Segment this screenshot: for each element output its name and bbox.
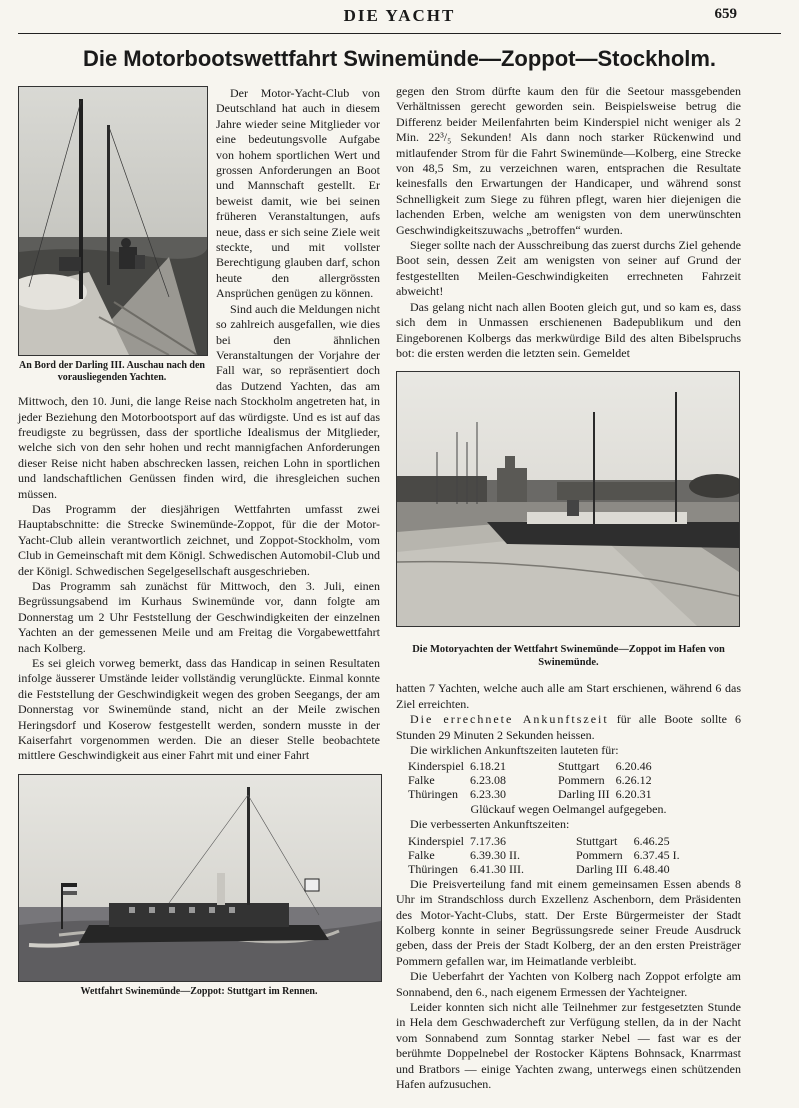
photo-darling-deck (18, 86, 208, 356)
results-note: Glückauf wegen Oelmangel aufgegeben. (470, 802, 667, 817)
arrival-time: 6.26.12 (615, 773, 652, 788)
yacht-name: Thüringen (408, 861, 458, 876)
yacht-name: Stuttgart (576, 833, 618, 848)
table-row (408, 759, 658, 773)
yacht-name: Kinderspiel (408, 833, 464, 848)
figure-harbour (396, 371, 741, 669)
table-row (408, 862, 686, 876)
yacht-name: Stuttgart (558, 759, 600, 774)
arrival-time: 6.18.21 (470, 759, 506, 774)
article-title: Die Motorbootswettfahrt Swinemünde—Zoppot—Stockholm. (82, 46, 717, 71)
paragraph: Das Programm sah zunächst für Mittwoch, den 3. Juli, einen Begrüssungsabend im Kurhaus Swinemünde vor, dann folgte am Donnerstag um 2 Uhr Feststellung der Geschwindigkeiten der einzelnen Yachten an der gemessenen Meile und am Freitag die Vorgabewettfahrt nach Kolberg. (18, 579, 380, 655)
paragraph: Leider konnten sich nicht alle Teilnehmer zur festgesetzten Stunde in Hela dem Geschwadercheft zur Verfügung stellen, da in der Nacht vom Sonnabend zum Sonntag starker Nebel — fast war es der berühmte Doppelnebel der Rostocker Käptens Bohnsack, Knarrmast und Bratbors — einige Yachten zwang, unterwegs einen schützenden Hafen aufzusuchen. (396, 1000, 741, 1092)
yacht-name: Pommern (558, 773, 605, 788)
table-row (408, 773, 658, 787)
paragraph: gegen den Strom dürfte kaum den für die Seetour massgebenden Verhältnissen gerecht geworden sein. Beispielsweise betrug die Differenz beider Meilenfahrten beim Kinderspiel nicht weniger als 2 Min. 22³/₅ Sekunden! Als dann noch starker Rückenwind und mitlaufender Strom für die Fahrt Swinemünde—Kolberg, eine Strecke von 48,5 Sm, zu verzeichnen waren, entsprachen die Resultate keinesfalls den Erwartungen der Handicaper, und während sonst Schnelligkeit zum Siege zu führen pflegt, waren hier diejenigen die lachenden Erben, welche am wenigsten von dem unerwünschten Geschwindigkeitszuwachs „betroffen“ wurden. (396, 84, 741, 237)
corrected-times-table (408, 834, 686, 876)
photo-stuttgart-racing (18, 774, 382, 982)
paragraph: Sind auch die Meldungen nicht so zahlreich ausgefallen, wie dies bei den ähnlichen Veranstaltungen der Vorjahre der Fall war, so repräsentiert doch das Dutzend Yachten, das am Mittwoch, den 10. Juni, die lange Reise nach Stockholm angetreten hat, in jeder Beziehung den Motorbootsport auf das würdigste. Und es ist auf das freudigste zu begrüssen, dass der sportliche Idealismus der Mitglieder, welche sich von den sehr hohen und recht mannigfachen Anforderungen dieser Reise nicht haben abschrecken lassen, reichen Lohn in sportlichen und landschaftlichen Genüssen finden wird, die ihresgleichen suchen müssen. (18, 301, 380, 501)
figure-darling (18, 86, 206, 384)
paragraph: Der Motor-Yacht-Club von Deutschland hat auch in diesem Jahre wieder seine Mitglieder vor eine bedeutungsvolle Aufgabe von hohem sportlichen Wert und grossen Anforderungen an Boot und Mannschaft gestellt. Er beweist damit, wie bei seinen früheren Veranstaltungen, aufs neue, dass er sich seine Ziele weit steckte, und mit vollster Berechtigung glauben darf, schon heute den allergrössten Ansprüchen genügen zu können. (216, 86, 380, 301)
header-rule (18, 33, 781, 34)
photo-swinemuende-harbour (396, 371, 740, 627)
paragraph: hatten 7 Yachten, welche auch alle am Start erschienen, während 6 das Ziel erreichten. (396, 681, 741, 711)
spaced-emphasis: Die errechnete Ankunftszeit (410, 712, 609, 727)
corrected-times-intro: Die verbesserten Ankunftszeiten: (410, 817, 570, 832)
paragraph: Die Preisverteilung fand mit einem gemeinsamen Essen abends 8 Uhr im Strandschloss durch Exzellenz Aschenborn, dem Präsidenten des Motor-Yacht-Clubs, statt. Der Erste Bürgermeister der Stadt Kolberg konnte in seiner Begrüssungsrede seiner Freude Ausdruck geben, dass der Preis der Stadt Kolberg, der an den ersten Preisträger Pommern gefallen war, im Heimatlande verbleibt. (396, 876, 741, 968)
right-column (396, 84, 741, 1092)
yacht-name: Falke (408, 773, 435, 788)
table-row (408, 848, 686, 862)
paragraph: Das gelang nicht nach allen Booten gleich gut, und so kam es, dass sich dem in Unmassen erschienenen Badepublikum und den Eingeborenen Kolbergs das merkwürdige Bild des alten Bibelspruchs bot: die ersten werden die letzten sein. Gemeldet (396, 299, 741, 360)
left-column (18, 86, 380, 998)
paragraph: Sieger sollte nach der Ausschreibung das zuerst durchs Ziel gehende Boot sein, dessen Zeit am wenigsten von seiner auf Grund der festgestellten Meilen-Geschwindigkeiten errechneten Fahrzeit abweicht! (396, 238, 741, 299)
yacht-name: Darling III (558, 787, 610, 802)
yacht-name: Pommern (576, 847, 623, 862)
yacht-name: Falke (408, 847, 435, 862)
yacht-name: Thüringen (408, 787, 458, 802)
corrected-time: 6.46.25 (633, 833, 670, 848)
corrected-time: 7.17.36 (470, 833, 506, 848)
paragraph: Die Ueberfahrt der Yachten von Kolberg nach Zoppot erfolgte am Sonnabend, den 6., nach eigenem Ermessen der Yachteigner. (396, 969, 741, 999)
actual-times-intro: Die wirklichen Ankunftszeiten lauteten für: (410, 742, 619, 757)
corrected-time: 6.41.30 III. (470, 861, 524, 876)
table-row (408, 787, 658, 801)
page-header (0, 4, 799, 30)
arrival-time: 6.23.08 (470, 773, 506, 788)
running-title: DIE YACHT (343, 6, 456, 25)
yacht-name: Darling III (576, 861, 628, 876)
table-row (408, 834, 686, 848)
corrected-time: 6.48.40 (633, 861, 670, 876)
page-number: 659 (714, 6, 737, 22)
caption-darling: An Bord der Darling III. Auschau nach den vorausliegenden Yachten. (19, 360, 205, 383)
caption-stuttgart: Wettfahrt Swinemünde—Zoppot: Stuttgart im Rennen. (80, 985, 318, 997)
paragraph-calculated-arrival (396, 712, 741, 743)
corrected-time: 6.37.45 I. (633, 847, 680, 862)
paragraph: Es sei gleich vorweg bemerkt, dass das Handicap in seinen Resultaten infolge äusserer Umstände leider vollständig verunglückte. Einmal konnte die Feststellung der Geschwindigkeit wegen des groben Seegangs, der am Donnerstag vor Swinemünde stand, nicht an der Meile zwischen Heringsdorf und Koserow festgestellt werden, sondern musste in der Kaiserfahrt vorgenommen werden. Die an dieser Stelle beobachtete mittlere Geschwindigkeit aus einer Fahrt mit und einer Fahrt (18, 656, 380, 763)
caption-harbour: Die Motoryachten der Wettfahrt Swinemünde—Zoppot im Hafen von Swinemünde. (412, 644, 725, 669)
arrival-time: 6.20.46 (615, 759, 652, 774)
yacht-name: Kinderspiel (408, 759, 464, 774)
text-span: für alle Boote sollte 6 Stunden 29 Minuten 2 Sekunden heissen. (396, 712, 741, 742)
actual-times-table (408, 759, 658, 801)
figure-stuttgart (18, 774, 380, 998)
arrival-time: 6.20.31 (615, 787, 652, 802)
paragraph: Das Programm der diesjährigen Wettfahrten umfasst zwei Hauptabschnitte: die Strecke Swinemünde-Zoppot, für die der Motor-Yacht-Club allein verantwortlich zeichnet, und Zoppot-Stockholm, vom Club in Gemeinschaft mit dem Königl. Schwedischen Automobil-Club und der Königl. Schwedischen Segelgesellschaft ausgeschrieben. (18, 501, 380, 578)
corrected-time: 6.39.30 II. (470, 847, 520, 862)
arrival-time: 6.23.30 (470, 787, 506, 802)
